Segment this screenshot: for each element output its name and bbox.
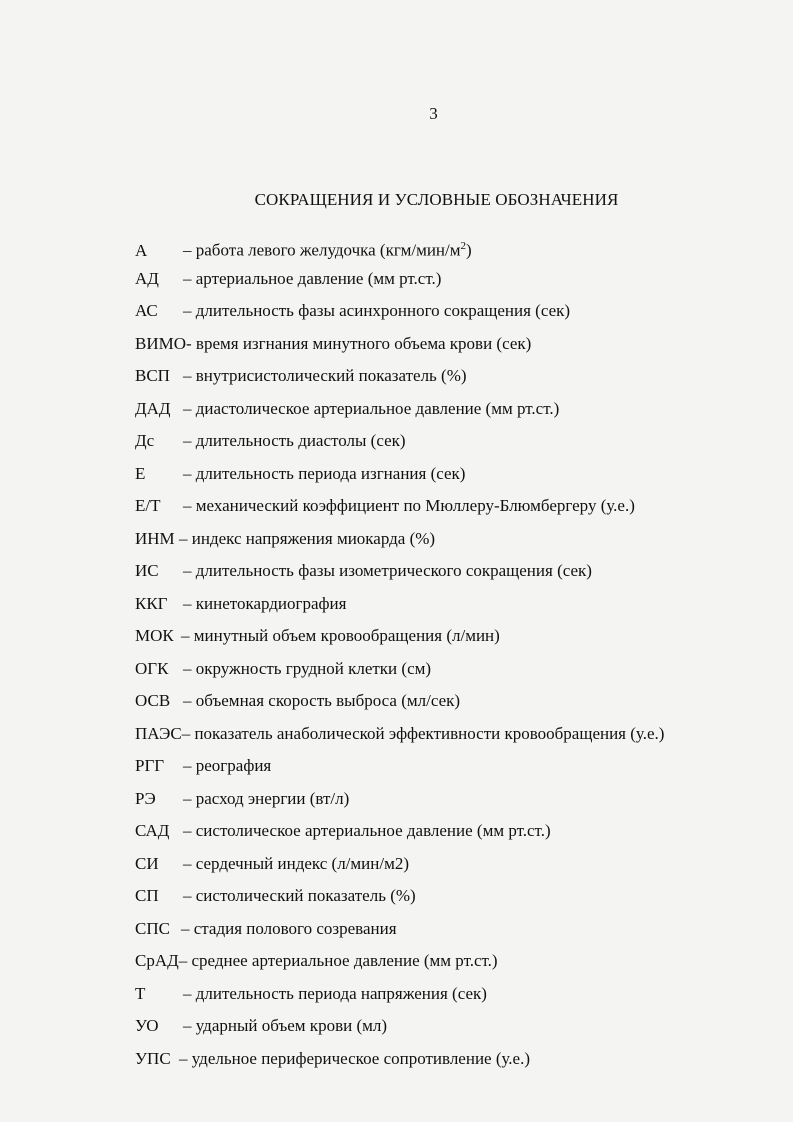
list-item <box>135 332 785 365</box>
definition: – систолическое артериальное давление (мм рт.ст.) <box>183 821 551 840</box>
definition: – минутный объем кровообращения (л/мин) <box>181 626 500 645</box>
abbreviation: ДАД <box>135 398 171 418</box>
list-item <box>135 722 785 755</box>
abbreviation: АС <box>135 301 158 320</box>
list-item <box>135 884 785 917</box>
list-item <box>135 657 785 690</box>
list-item <box>135 494 785 527</box>
definition: время изгнания минутного объема крови (сек) <box>195 333 532 353</box>
definition: среднее артериальное давление (мм рт.ст.) <box>191 951 498 970</box>
abbreviation: ИС <box>135 561 159 580</box>
definition: – сердечный индекс (л/мин/м2) <box>183 853 409 873</box>
abbreviation: СИ <box>135 853 159 873</box>
definition: – систолический показатель (%) <box>183 886 416 905</box>
list-item <box>135 624 785 657</box>
abbreviation: СрАД– <box>135 951 188 970</box>
abbreviation: Т <box>135 983 146 1003</box>
definition: – диастолическое артериальное давление (мм рт.ст.) <box>183 398 560 418</box>
list-item <box>135 689 785 722</box>
abbreviation: ВСП <box>135 366 170 385</box>
definition: – реография <box>183 756 272 775</box>
definition: – расход энергии (вт/л) <box>183 788 350 808</box>
abbreviation: ИНМ <box>135 528 175 548</box>
list-item <box>135 267 785 300</box>
definition: показатель анаболической эффективности кровообращения (у.е.) <box>194 723 665 743</box>
list-item <box>135 397 785 430</box>
definition: – длительность периода изгнания (сек) <box>183 463 466 483</box>
list-item <box>135 592 785 625</box>
abbreviation-list <box>135 234 785 1079</box>
abbreviation: РЭ <box>135 788 156 808</box>
abbreviation: САД <box>135 821 170 840</box>
abbreviation: УПС <box>135 1048 171 1068</box>
list-item <box>135 852 785 885</box>
abbreviation: ККГ <box>135 593 168 613</box>
list-item <box>135 1014 785 1047</box>
list-item <box>135 429 785 462</box>
abbreviation: РГГ <box>135 756 165 775</box>
abbreviation: УО <box>135 1016 159 1035</box>
definition: – длительность фазы изометрического сокращения (сек) <box>183 561 592 580</box>
abbreviation: СПС <box>135 918 170 938</box>
definition: – механический коэффициент по Мюллеру-Блюмбергеру (у.е.) <box>183 496 635 515</box>
page-title: СОКРАЩЕНИЯ И УСЛОВНЫЕ ОБОЗНАЧЕНИЯ <box>254 190 619 209</box>
definition: – индекс напряжения миокарда (%) <box>179 528 436 548</box>
abbreviation: АД <box>135 268 159 288</box>
definition: – работа левого желудочка (кгм/мин/м <box>183 240 461 260</box>
abbreviation: ПАЭС– <box>135 723 191 743</box>
abbreviation: А <box>135 240 148 260</box>
definition: – внутрисистолический показатель (%) <box>183 366 467 385</box>
definition: – кинетокардиография <box>183 593 347 613</box>
list-item <box>135 819 785 852</box>
list-item <box>135 527 785 560</box>
list-item <box>135 754 785 787</box>
list-item <box>135 559 785 592</box>
list-item <box>135 364 785 397</box>
definition: – длительность периода напряжения (сек) <box>183 983 487 1003</box>
list-item <box>135 234 785 267</box>
definition: – объемная скорость выброса (мл/сек) <box>183 691 461 710</box>
definition: – длительность диастолы (сек) <box>183 431 406 450</box>
abbreviation: ВИМО- <box>135 333 192 353</box>
superscript: 2 <box>460 240 467 252</box>
abbreviation: Дс <box>135 431 155 450</box>
definition: – удельное периферическое сопротивление (у.е.) <box>179 1048 531 1068</box>
abbreviation: МОК <box>135 626 174 645</box>
list-item <box>135 1047 785 1080</box>
page-number: 3 <box>429 104 438 123</box>
list-item <box>135 982 785 1015</box>
list-item <box>135 787 785 820</box>
list-item <box>135 949 785 982</box>
abbreviation: ОСВ <box>135 691 171 710</box>
definition: – окружность грудной клетки (см) <box>183 658 432 678</box>
definition: – артериальное давление (мм рт.ст.) <box>183 268 442 288</box>
list-item <box>135 917 785 950</box>
definition: – длительность фазы асинхронного сокращения (сек) <box>183 301 571 320</box>
abbreviation: ОГК <box>135 658 169 678</box>
definition-end: ) <box>466 240 472 260</box>
list-item <box>135 462 785 495</box>
abbreviation: СП <box>135 886 159 905</box>
abbreviation: Е <box>135 463 146 483</box>
definition: – ударный объем крови (мл) <box>183 1016 388 1035</box>
abbreviation: Е/Т <box>135 496 161 515</box>
list-item <box>135 299 785 332</box>
definition: – стадия полового созревания <box>181 918 397 938</box>
